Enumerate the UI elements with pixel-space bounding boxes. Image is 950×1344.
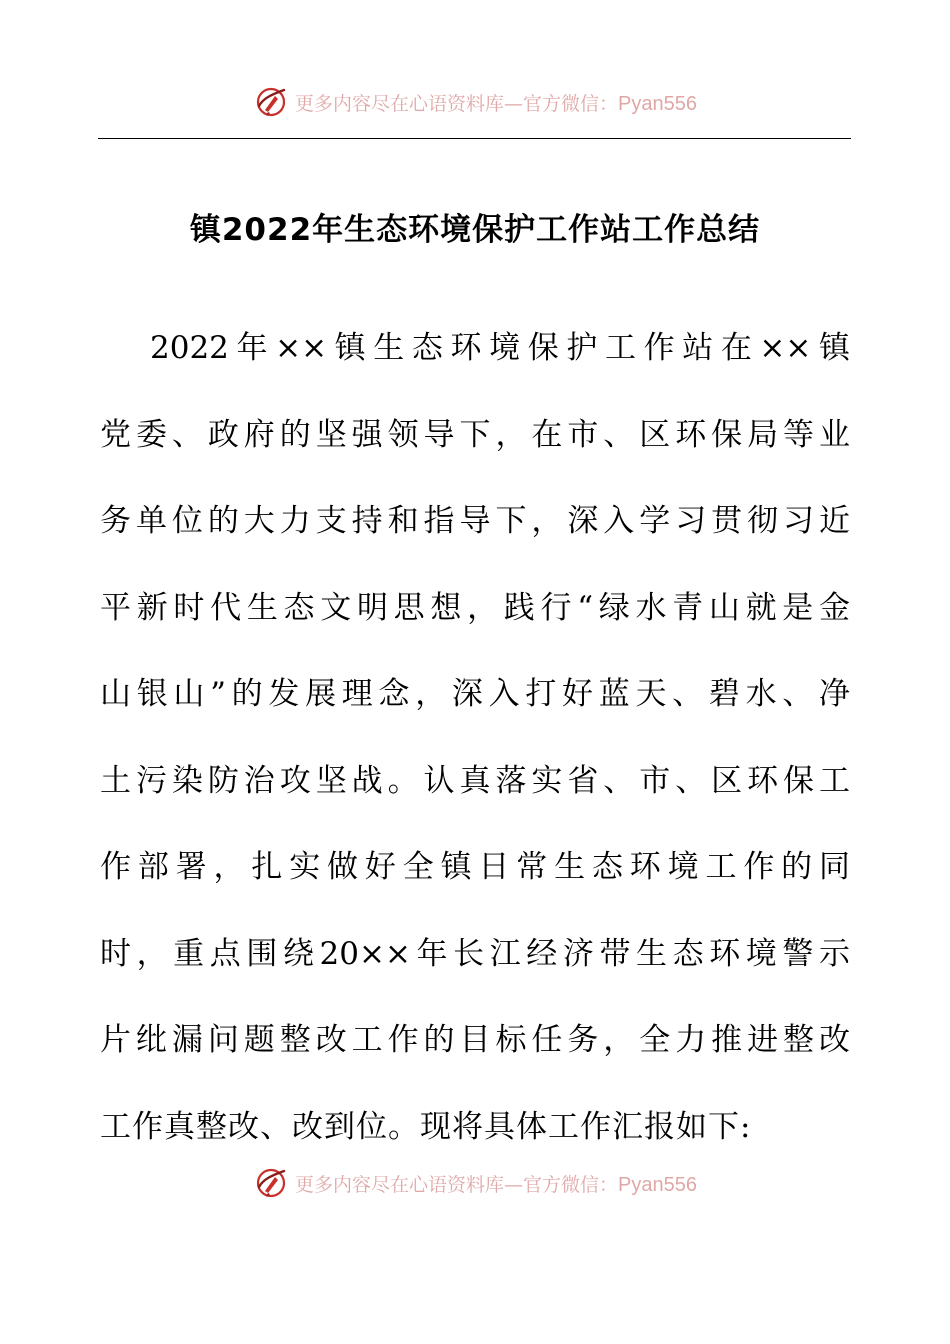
body-line: 作部署，扎实做好全镇日常生态环境工作的同 (100, 849, 850, 885)
banner-account: Pyan556 (618, 92, 697, 115)
body-line: 2022年××镇生态环境保护工作站在××镇 (150, 330, 850, 366)
document-body (100, 305, 850, 1170)
body-line: 党委、政府的坚强领导下，在市、区环保局等业 (100, 416, 850, 453)
body-line: 山银山”的发展理念，深入打好蓝天、碧水、净 (100, 676, 850, 712)
banner-text (295, 89, 697, 116)
header-divider (98, 138, 851, 139)
banner-slogan: 更多内容尽在心语资料库—官方微信： (295, 1173, 619, 1196)
body-line: 务单位的大力支持和指导下，深入学习贯彻习近 (100, 503, 850, 539)
pen-nib-circle-icon (253, 84, 289, 120)
body-line: 时，重点围绕20××年长江经济带生态环境警示 (100, 935, 850, 972)
body-line: 工作真整改、改到位。现将具体工作汇报如下: (100, 1108, 752, 1145)
banner-text (295, 1170, 697, 1197)
body-line: 土污染防治攻坚战。认真落实省、市、区环保工 (100, 762, 850, 799)
document-title: 镇2022年生态环境保护工作站工作总结 (189, 212, 761, 248)
banner-account: Pyan556 (618, 1173, 697, 1196)
body-line: 片纰漏问题整改工作的目标任务，全力推进整改 (100, 1022, 850, 1058)
footer-banner (0, 1163, 950, 1203)
pen-nib-circle-icon (253, 1165, 289, 1201)
header-banner (0, 82, 950, 122)
banner-slogan: 更多内容尽在心语资料库—官方微信： (295, 92, 619, 115)
body-line: 平新时代生态文明思想，践行“绿水青山就是金 (100, 589, 850, 626)
